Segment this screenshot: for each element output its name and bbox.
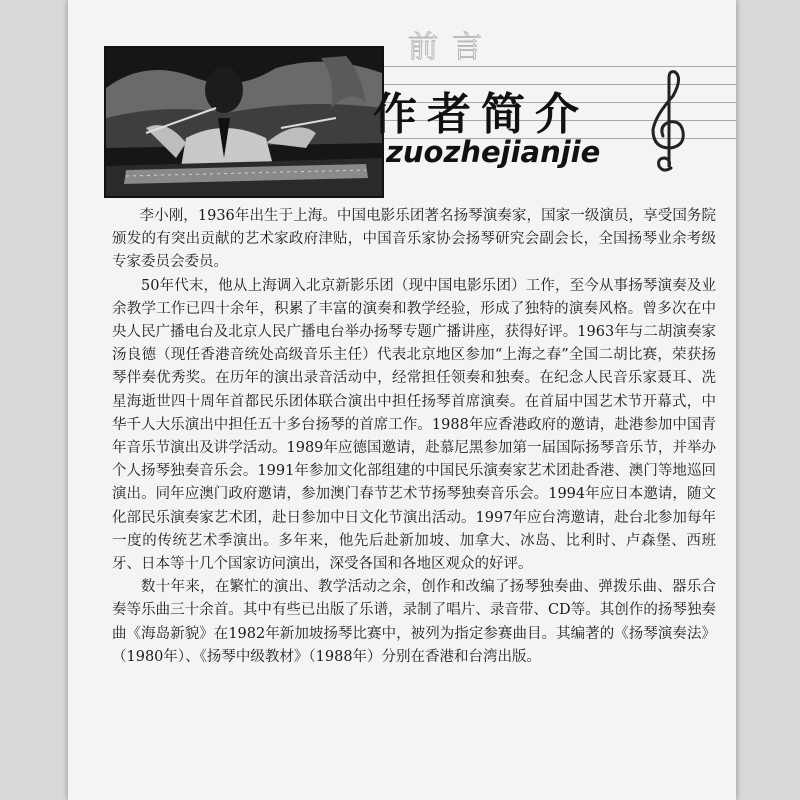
paragraph: 数十年来，在繁忙的演出、教学活动之余，创作和改编了扬琴独奏曲、弹拨乐曲、器乐合奏等乐曲三十余首。其中有些已出版了乐谱，录制了唱片、录音带、CD等。其创作的扬琴独奏曲《海岛新貌》在1982年新加坡扬琴比赛中，被列为指定参赛曲目。其编著的《扬琴演奏法》（1980年）、《扬琴中级教材》（1988年）分别在香港和台湾出版。: [112, 579, 716, 665]
page-title: 作者简介: [373, 89, 589, 140]
staff-line: [338, 66, 736, 67]
portrait-photo-image: [106, 48, 382, 196]
book-page: [68, 0, 736, 800]
author-photo: [104, 46, 384, 198]
paragraph: 50年代末，他从上海调入北京新影乐团（现中国电影乐团）工作，至今从事扬琴演奏及业余教学工作已四十余年，积累了丰富的演奏和教学经验，形成了独特的演奏风格。曾多次在中央人民广播电台及北京人民广播电台举办扬琴专题广播讲座，获得好评。1963年与二胡演奏家汤良德（现任香港音统处高级音乐主任）代表北京地区参加“上海之春”全国二胡比赛，荣获扬琴伴奏优秀奖。在历年的演出录音活动中，经常担任领奏和独奏。在纪念人民音乐家聂耳、冼星海逝世四十周年首都民乐团体联合演出中担任扬琴首席演奏。在首届中国艺术节开幕式，中华千人大乐演出中担任五十多台扬琴的首席工作。1988年应香港政府的邀请，赴港参加中国青年音乐节演出及讲学活动。1989年应德国邀请，赴慕尼黑参加第一届国际扬琴音乐节，并举办个人扬琴独奏音乐会。1991年参加文化部组建的中国民乐演奏家艺术团赴香港、澳门等地巡回演出。同年应澳门政府邀请，参加澳门春节艺术节扬琴独奏音乐会。1994年应日本邀请，随文化部民乐演奏家艺术团，赴日参加中日文化节演出活动。1997年应台湾邀请，赴台北参加每年一度的传统艺术季演出。多年来，他先后赴新加坡、加拿大、冰岛、比利时、卢森堡、西班牙、日本等十几个国家访问演出，深受各国和各地区观众的好评。: [112, 277, 716, 573]
faint-preface-heading: 前言: [408, 30, 496, 65]
author-biography: [112, 205, 716, 669]
paragraph: 李小刚，1936年出生于上海。中国电影乐团著名扬琴演奏家，国家一级演员，享受国务院颁发的有突出贡献的艺术家政府津贴，中国音乐家协会扬琴研究会副会长，全国扬琴业余考级专家委员会委员。: [112, 208, 716, 271]
treble-clef-icon: [643, 68, 693, 178]
page-subtitle-pinyin: zuozhejianjie: [386, 135, 601, 169]
